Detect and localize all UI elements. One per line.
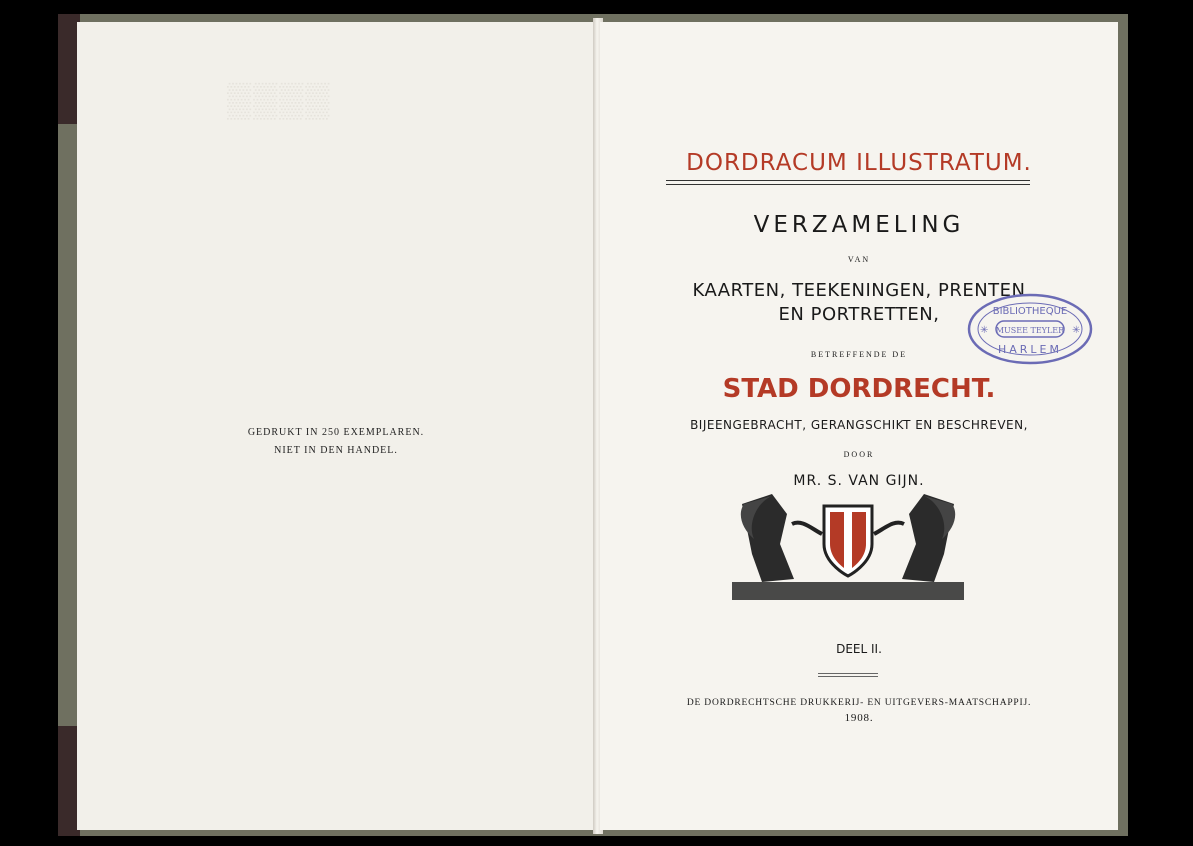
stamp-star-icon: ✳ [1072,325,1081,336]
stamp-bottom-text: HARLEM [997,343,1063,356]
volume-rule [818,673,878,674]
connector-betreffende: BETREFFENDE DE [810,350,908,359]
stamp-top-text: BIBLIOTHEQUE [992,306,1068,317]
dordrecht-coat-of-arms-icon [732,484,964,604]
city-name: STAD DORDRECHT. [722,374,996,404]
subtitle: VERZAMELING [753,212,965,238]
title-rule [666,180,1030,181]
show-through-text: ▒▒▒▒ [227,82,332,119]
connector-door: DOOR [843,450,875,459]
left-page [77,22,595,830]
volume-rule [818,676,878,677]
connector-van: VAN [847,255,871,264]
publisher-line: DE DORDRECHTSCHE DRUKKERIJ- EN UITGEVERS-MAATSCHAPPIJ. [686,698,1032,708]
stamp-center-text: MUSEE TEYLER [995,326,1065,335]
stamp-star-icon: ✳ [980,325,989,336]
not-for-sale-line: NIET IN DEN HANDEL. [274,445,398,456]
print-run-line: GEDRUKT IN 250 EXEMPLAREN. [247,427,425,438]
compiled-by-line: BIJEENGEBRACHT, GERANGSCHIKT EN BESCHREVEN, [690,418,1028,432]
title-rule [666,184,1030,185]
publication-year: 1908. [844,712,874,724]
author-name: MR. S. VAN GIJN. [793,473,925,489]
right-page [600,22,1118,830]
volume-label: DEEL II. [836,642,882,656]
book-title: DORDRACUM ILLUSTRATUM. [686,150,1032,176]
library-stamp [966,292,1094,366]
content-line-2: EN PORTRETTEN, [778,304,940,325]
print-run-note [77,424,595,460]
content-line-1: KAARTEN, TEEKENINGEN, PRENTEN [692,280,1026,301]
